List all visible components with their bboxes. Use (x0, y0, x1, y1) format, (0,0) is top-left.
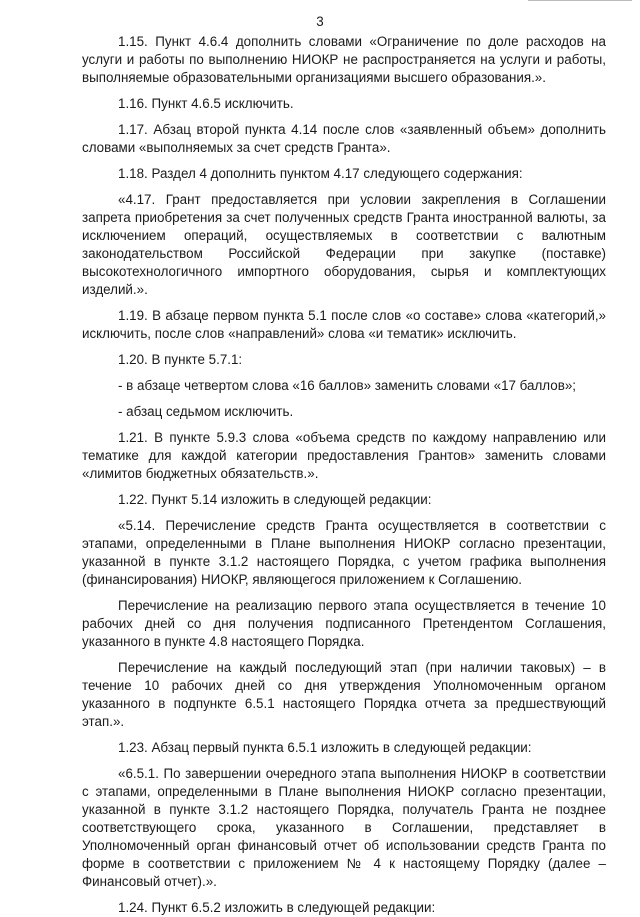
paragraph-5-14-first-stage: Перечисление на реализацию первого этапа осуществляется в течение 10 рабочих дней со дня получения подписанного Претендентом Соглашения, указанного в пункте 4.8 настоящего Порядка. (82, 598, 606, 649)
paragraph-1-17: 1.17. Абзац второй пункта 4.14 после слов «заявленный объем» дополнить словами «выполняемых за счет средств Гранта». (82, 122, 606, 155)
paragraph-1-19: 1.19. В абзаце первом пункта 5.1 после слов «о составе» слова «категорий,» исключить, после слов «направлений» слова «и тематик» исключить. (82, 308, 606, 341)
paragraph-1-24: 1.24. Пункт 6.5.2 изложить в следующей редакции: (118, 900, 436, 915)
paragraph-1-16: 1.16. Пункт 4.6.5 исключить. (118, 96, 294, 111)
paragraph-1-23: 1.23. Абзац первый пункта 6.5.1 изложить в следующей редакции: (118, 740, 532, 755)
paragraph-1-20-item-1: - в абзаце четвертом слова «16 баллов» заменить словами «17 баллов»; (118, 378, 577, 393)
paragraph-1-21: 1.21. В пункте 5.9.3 слова «объема средств по каждому направлению или тематике для каждой категории предоставления Грантов» заменить словами «лимитов бюджетных обязательств.». (82, 430, 606, 481)
paragraph-1-15: 1.15. Пункт 4.6.4 дополнить словами «Ограничение по доле расходов на услуги и работы по выполнению НИОКР не распространяется на услуги и работы, выполняемые образовательными организациями высшего образования.». (82, 34, 606, 85)
paragraph-1-18: 1.18. Раздел 4 дополнить пунктом 4.17 следующего содержания: (118, 166, 523, 181)
paragraph-1-22: 1.22. Пункт 5.14 изложить в следующей редакции: (118, 492, 432, 507)
paragraph-5-14-quote: «5.14. Перечисление средств Гранта осуществляется в соответствии с этапами, определенными в Плане выполнения НИОКР согласно презентации, указанной в пункте 3.1.2 настоящего Порядка, с учетом графика выполнения (финансирования) НИОКР, являющегося приложением к Соглашению. (82, 518, 606, 587)
document-body (82, 33, 606, 917)
paragraph-1-20-item-2: - абзац седьмом исключить. (118, 404, 294, 419)
paragraph-5-14-next-stage: Перечисление на каждый последующий этап (при наличии таковых) – в течение 10 рабочих дней со дня утверждения Уполномоченным органом указанного в подпункте 6.5.1 настоящего Порядка отчета за предшествующий этап.». (82, 660, 606, 729)
paragraph-4-17-quote: «4.17. Грант предоставляется при условии закрепления в Соглашении запрета приобретения за счет полученных средств Гранта иностранной валюты, за исключением операций, осуществляемых в соответствии с валютным законодательством Российской Федерации при закупке (поставке) высокотехнологичного импортного оборудования, сырья и комплектующих изделий.». (82, 192, 606, 297)
page-number: 3 (316, 14, 324, 29)
paragraph-6-5-1-quote: «6.5.1. По завершении очередного этапа выполнения НИОКР в соответствии с этапами, определенными в Плане выполнения НИОКР согласно презентации, указанной в пункте 3.1.2 настоящего Порядка, получатель Гранта не позднее соответствующего срока, указанного в Соглашении, представляет в Уполномоченный орган финансовый отчет об использовании средств Гранта по форме в соответствии с приложением № 4 к настоящему Порядку (далее – Финансовый отчет).». (82, 766, 606, 889)
paragraph-1-20: 1.20. В пункте 5.7.1: (118, 352, 243, 367)
top-edge-line (528, 0, 632, 1)
